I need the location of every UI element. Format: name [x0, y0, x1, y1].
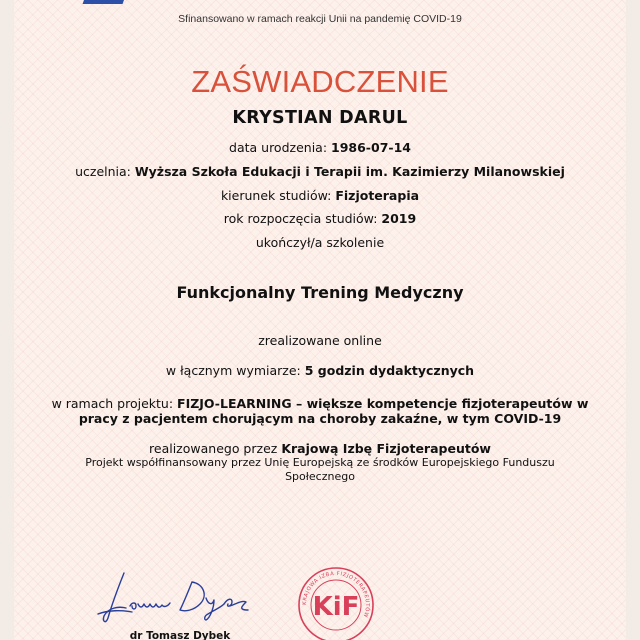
project-label: w ramach projektu: [51, 396, 178, 411]
start-year-label: rok rozpoczęcia studiów: [223, 211, 382, 226]
start-year-value: 2019 [381, 211, 417, 226]
mode-text: zrealizowane online [258, 333, 382, 348]
start-year-line [14, 211, 626, 226]
completed-text: ukończył/a szkolenie [255, 235, 385, 250]
signature-image [96, 568, 256, 626]
corner-flag-mark [83, 0, 126, 4]
funding-note: Sfinansowano w ramach reakcji Unii na pandemię COVID-19 [178, 13, 462, 25]
birth-date-label: data urodzenia: [229, 140, 332, 155]
cofinancing-note: Projekt współfinansowany przez Unię Europejską ze środków Europejskiego Funduszu Społecznego [85, 456, 555, 483]
university-label: uczelnia: [75, 164, 135, 179]
hours-label: w łącznym wymiarze: [165, 363, 305, 378]
university-line [14, 164, 626, 179]
certificate-page [14, 0, 626, 640]
stamp-ring-text: KRAJOWA IZBA FIZJOTERAPEUTÓW [301, 570, 371, 619]
stamp-logo-text: KiF [312, 592, 360, 622]
university-value: Wyższa Szkoła Edukacji i Terapii im. Kazimierzy Milanowskiej [134, 164, 565, 179]
course-name: Funkcjonalny Trening Medyczny [176, 283, 464, 302]
organization-stamp-image [296, 565, 376, 640]
signer-name: dr Tomasz Dybek [129, 630, 231, 640]
field-of-study-value: Fizjoterapia [335, 188, 420, 203]
field-of-study-line [14, 188, 626, 203]
hours-value: 5 godzin dydaktycznych [304, 363, 475, 378]
organizer-label: realizowanego przez [149, 441, 282, 456]
certificate-title: ZAŚWIADCZENIE [191, 64, 449, 99]
recipient-name: KRYSTIAN DARUL [232, 108, 408, 128]
organizer-value: Krajową Izbę Fizjoterapeutów [281, 441, 491, 456]
organizer-line [14, 441, 626, 456]
hours-line [14, 363, 626, 378]
project-line [44, 396, 596, 426]
project-value: FIZJO-LEARNING – większe kompetencje fizjoterapeutów w pracy z pacjentem chorującym na choroby zakaźne, w tym COVID-19 [78, 396, 589, 426]
field-of-study-label: kierunek studiów: [220, 188, 336, 203]
birth-date-line [14, 140, 626, 155]
birth-date-value: 1986-07-14 [331, 140, 411, 155]
